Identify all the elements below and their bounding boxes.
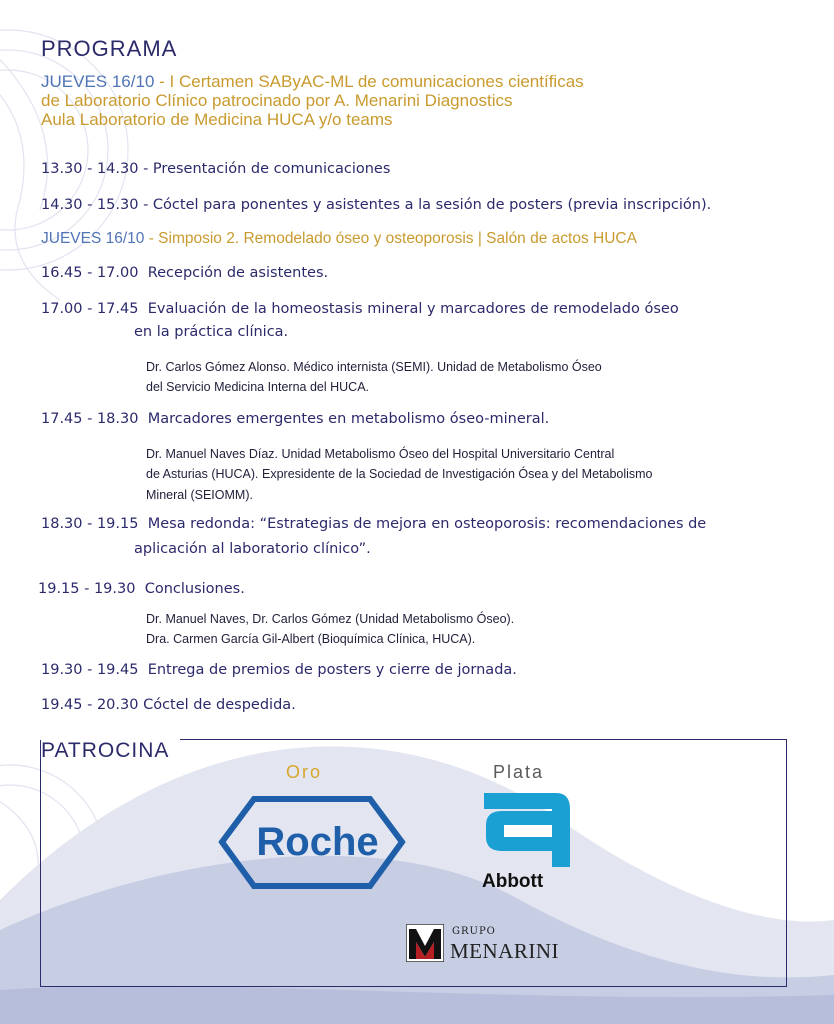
schedule-time: 19.15 - 19.30 (38, 581, 136, 597)
schedule-time: 19.30 - 19.45 (41, 662, 139, 678)
schedule-text: Marcadores emergentes en metabolismo óseo-mineral. (147, 411, 550, 427)
schedule-text: - Presentación de comunicaciones (138, 161, 391, 177)
schedule-row (38, 581, 245, 597)
schedule-row (41, 411, 549, 427)
schedule-text: Evaluación de la homeostasis mineral y marcadores de remodelado óseo (147, 301, 679, 317)
schedule-row (41, 265, 328, 281)
symposium-title: - Simposio 2. Remodelado óseo y osteoporosis | Salón de actos HUCA (144, 230, 637, 247)
schedule-row (41, 662, 517, 678)
schedule-row (41, 197, 711, 213)
sponsor-box-top-line (180, 739, 787, 740)
speaker-line: Dr. Manuel Naves Díaz. Unidad Metabolismo Óseo del Hospital Universitario Central (146, 447, 615, 461)
roche-logo-text: Roche (256, 820, 379, 864)
schedule-row (41, 697, 296, 713)
schedule-row (41, 516, 706, 532)
speaker-line: del Servicio Medicina Interna del HUCA. (146, 380, 370, 394)
page-title: PROGRAMA (41, 36, 178, 61)
speaker-line: Dr. Carlos Gómez Alonso. Médico internista (SEMI). Unidad de Metabolismo Óseo (146, 360, 602, 374)
header-line-1-text: - I Certamen SAByAC-ML de comunicaciones científicas (154, 72, 584, 91)
schedule-time: 13.30 - 14.30 (41, 161, 139, 177)
schedule-text-continued: aplicación al laboratorio clínico”. (134, 541, 371, 557)
symposium-header (41, 230, 637, 248)
speaker-line: Mineral (SEIOMM). (146, 488, 253, 502)
schedule-text-continued: en la práctica clínica. (134, 324, 289, 340)
schedule-text: - Cóctel para ponentes y asistentes a la sesión de posters (previa inscripción). (138, 197, 712, 213)
schedule-text: Cóctel de despedida. (143, 697, 296, 713)
sponsor-heading: PATROCINA (41, 739, 170, 762)
header-line-2: de Laboratorio Clínico patrocinado por A. Menarini Diagnostics (41, 91, 513, 110)
schedule-text: Recepción de asistentes. (147, 265, 329, 281)
menarini-name-text: MENARINI (450, 939, 559, 963)
header-line-3: Aula Laboratorio de Medicina HUCA y/o teams (41, 110, 393, 129)
schedule-row (41, 301, 679, 317)
menarini-logo-icon (406, 924, 444, 962)
schedule-time: 17.00 - 17.45 (41, 301, 139, 317)
schedule-time: 14.30 - 15.30 (41, 197, 139, 213)
menarini-group-text: GRUPO (452, 926, 496, 937)
schedule-time: 18.30 - 19.15 (41, 516, 139, 532)
schedule-time: 19.45 - 20.30 (41, 697, 139, 713)
abbott-logo-icon (484, 793, 572, 867)
schedule-text: Mesa redonda: “Estrategias de mejora en osteoporosis: recomendaciones de (147, 516, 707, 532)
schedule-row (41, 161, 390, 177)
header-day: JUEVES 16/10 (41, 72, 155, 91)
schedule-time: 17.45 - 18.30 (41, 411, 139, 427)
silver-tier-label: Plata (493, 762, 545, 782)
schedule-text: Entrega de premios de posters y cierre de jornada. (147, 662, 517, 678)
schedule-text: Conclusiones. (144, 581, 245, 597)
header-line-1 (41, 72, 584, 91)
abbott-logo-text: Abbott (482, 871, 544, 892)
schedule-time: 16.45 - 17.00 (41, 265, 139, 281)
speaker-line: de Asturias (HUCA). Expresidente de la Sociedad de Investigación Ósea y del Metabolismo (146, 467, 653, 481)
speaker-line: Dra. Carmen García Gil-Albert (Bioquímica Clínica, HUCA). (146, 632, 476, 646)
symposium-day: JUEVES 16/10 (41, 230, 145, 247)
gold-tier-label: Oro (286, 762, 323, 782)
speaker-line: Dr. Manuel Naves, Dr. Carlos Gómez (Unidad Metabolismo Óseo). (146, 612, 515, 626)
